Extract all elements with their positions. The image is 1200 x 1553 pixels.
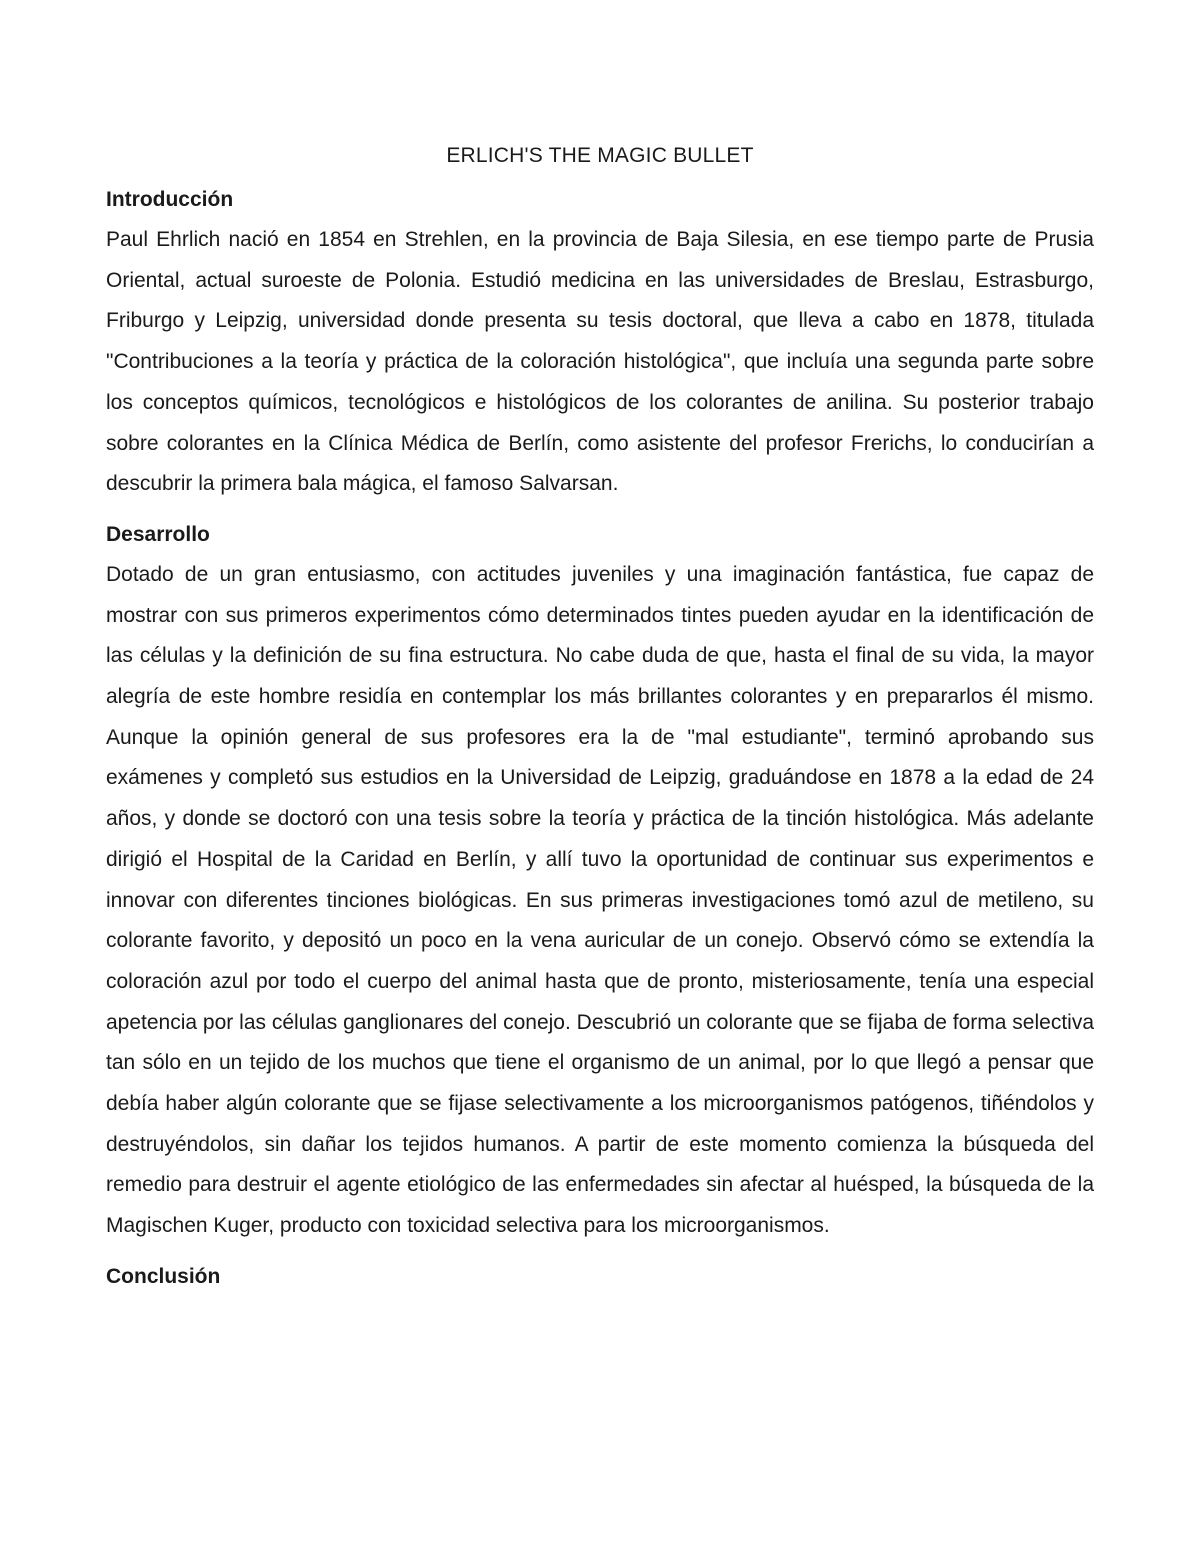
section-heading-introduccion: Introducción: [106, 188, 234, 211]
document-title: ERLICH'S THE MAGIC BULLET: [446, 144, 754, 167]
document-content: [106, 140, 1094, 1297]
section-heading-desarrollo: Desarrollo: [106, 522, 210, 546]
section-heading-conclusion: Conclusión: [106, 1264, 221, 1288]
paragraph-introduccion: Paul Ehrlich nació en 1854 en Strehlen, en la provincia de Baja Silesia, en ese tiempo parte de Prusia Oriental, actual suroeste de Polonia. Estudió medicina en las universidades de Breslau, Estrasburgo, Friburgo y Leipzig, universidad donde presenta su tesis doctoral, que lleva a cabo en 1878, titulada "Contribuciones a la teoría y práctica de la coloración histológica", que incluía una segunda parte sobre los conceptos químicos, tecnológicos e histológicos de los colorantes de anilina. Su posterior trabajo sobre colorantes en la Clínica Médica de Berlín, como asistente del profesor Frerichs, lo conducirían a descubrir la primera bala mágica, el famoso Salvarsan.: [106, 228, 1094, 496]
paragraph-desarrollo: Dotado de un gran entusiasmo, con actitudes juveniles y una imaginación fantástica, fue capaz de mostrar con sus primeros experimentos cómo determinados tintes pueden ayudar en la identificación de las células y la definición de su fina estructura. No cabe duda de que, hasta el final de su vida, la mayor alegría de este hombre residía en contemplar los más brillantes colorantes y en prepararlos él mismo. Aunque la opinión general de sus profesores era la de "mal estudiante", terminó aprobando sus exámenes y completó sus estudios en la Universidad de Leipzig, graduándose en 1878 a la edad de 24 años, y donde se doctoró con una tesis sobre la teoría y práctica de la tinción histológica. Más adelante dirigió el Hospital de la Caridad en Berlín, y allí tuvo la oportunidad de continuar sus experimentos e innovar con diferentes tinciones biológicas. En sus primeras investigaciones tomó azul de metileno, su colorante favorito, y depositó un poco en la vena auricular de un conejo. Observó cómo se extendía la coloración azul por todo el cuerpo del animal hasta que de pronto, misteriosamente, tenía una especial apetencia por las células ganglionares del conejo. Descubrió un colorante que se fijaba de forma selectiva tan sólo en un tejido de los muchos que tiene el organismo de un animal, por lo que llegó a pensar que debía haber algún colorante que se fijase selectivamente a los microorganismos patógenos, tiñéndolos y destruyéndolos, sin dañar los tejidos humanos. A partir de este momento comienza la búsqueda del remedio para destruir el agente etiológico de las enfermedades sin afectar al huésped, la búsqueda de la Magischen Kuger, producto con toxicidad selectiva para los microorganismos.: [106, 562, 1094, 1238]
